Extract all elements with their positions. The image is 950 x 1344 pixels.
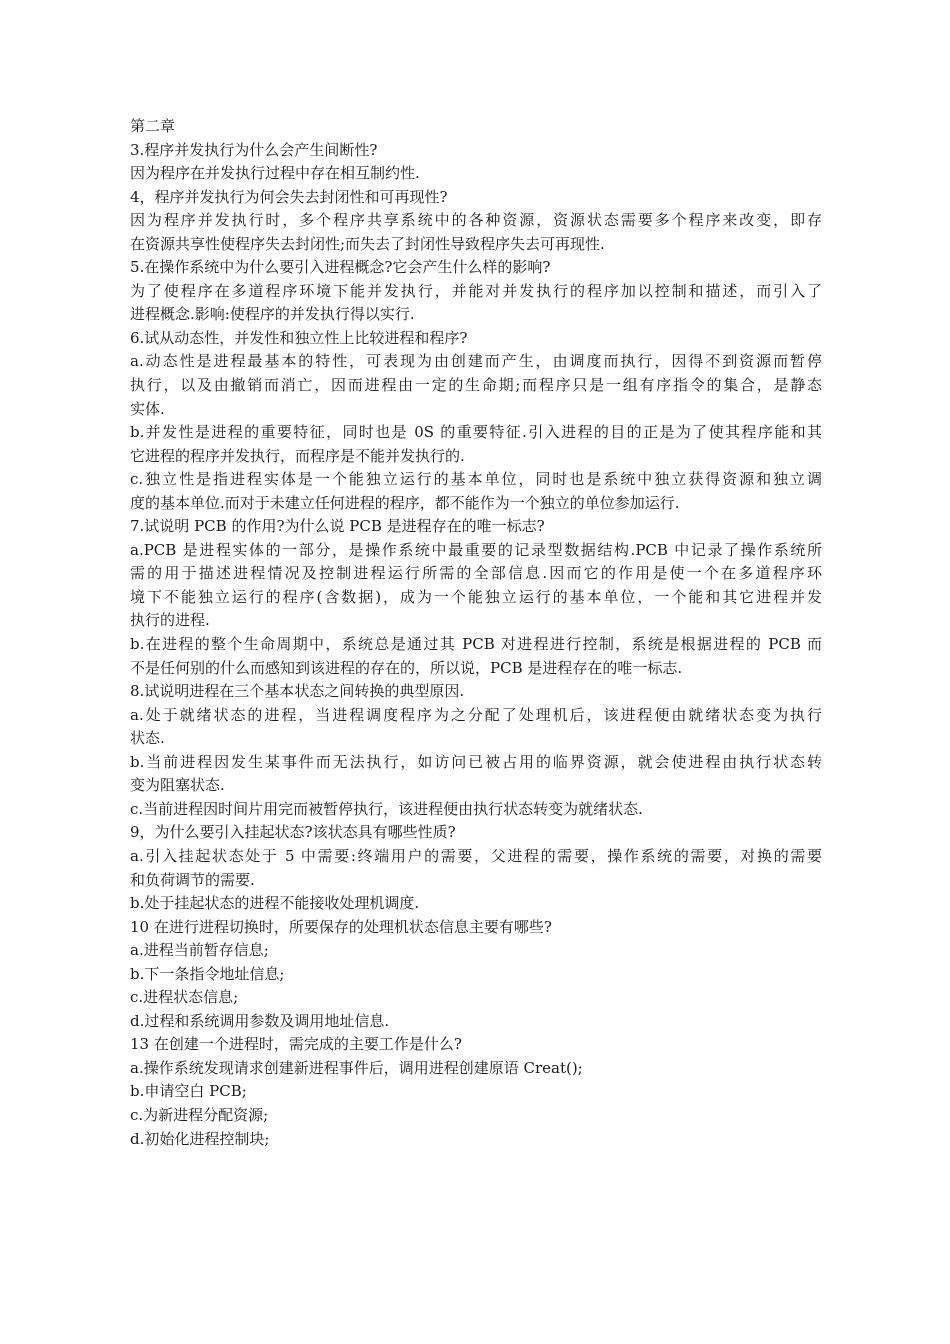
text-line: 7.试说明 PCB 的作用?为什么说 PCB 是进程存在的唯一标志?: [130, 517, 545, 536]
text-line: d.初始化进程控制块;: [130, 1129, 270, 1148]
text-line: c.独立性是指进程实体是一个能独立运行的基本单位，同时也是系统中独立获得资源和独立调: [130, 470, 822, 489]
text-line: c.当前进程因时间片用完而被暂停执行，该进程便由执行状态转变为就绪状态.: [130, 799, 643, 818]
text-line: 4，程序并发执行为何会失去封闭性和可再现性?: [130, 187, 448, 206]
text-line: 在资源共享性使程序失去封闭性;而失去了封闭性导致程序失去可再现性.: [130, 234, 605, 253]
text-line: 10 在进行进程切换时，所要保存的处理机状态信息主要有哪些?: [130, 917, 552, 936]
text-line: c.进程状态信息;: [130, 988, 239, 1007]
text-line: 为了使程序在多道程序环境下能并发执行，并能对并发执行的程序加以控制和描述，而引入了: [130, 281, 822, 300]
text-line: d.过程和系统调用参数及调用地址信息.: [130, 1011, 390, 1030]
text-line: b.在进程的整个生命周期中，系统总是通过其 PCB 对进程进行控制，系统是根据进程的 PCB 而: [130, 635, 822, 654]
text-line: 它进程的程序并发执行，而程序是不能并发执行的.: [130, 446, 465, 465]
text-line: 境下不能独立运行的程序(含数据)，成为一个能独立运行的基本单位，一个能和其它进程并发: [130, 587, 822, 606]
text-line: b.申请空白 PCB;: [130, 1082, 247, 1101]
text-line: 需的用于描述进程情况及控制进程运行所需的全部信息.因而它的作用是使一个在多道程序环: [130, 564, 822, 583]
text-line: 第二章: [130, 117, 176, 135]
text-line: a.处于就绪状态的进程，当进程调度程序为之分配了处理机后，该进程便由就绪状态变为执行: [130, 705, 822, 724]
text-line: 实体.: [130, 399, 165, 418]
text-line: a.操作系统发现请求创建新进程事件后，调用进程创建原语 Creat();: [130, 1058, 583, 1077]
text-line: 6.试从动态性，并发性和独立性上比较进程和程序?: [130, 328, 468, 347]
text-line: 不是任何别的什么而感知到该进程的存在的，所以说，PCB 是进程存在的唯一标志.: [130, 658, 683, 677]
text-line: 状态.: [130, 729, 165, 748]
text-line: 因为程序并发执行时，多个程序共享系统中的各种资源，资源状态需要多个程序来改变，即存: [130, 211, 822, 230]
text-line: b.下一条指令地址信息;: [130, 964, 285, 983]
text-line: a.动态性是进程最基本的特性，可表现为由创建而产生，由调度而执行，因得不到资源而暂停: [130, 352, 822, 371]
text-line: 因为程序在并发执行过程中存在相互制约性.: [130, 164, 420, 183]
text-line: b.当前进程因发生某事件而无法执行，如访问已被占用的临界资源，就会使进程由执行状态转: [130, 752, 822, 771]
text-line: 3.程序并发执行为什么会产生间断性?: [130, 140, 378, 159]
text-line: a.进程当前暂存信息;: [130, 941, 269, 960]
text-line: 进程概念.影响:使程序的并发执行得以实行.: [130, 305, 415, 324]
text-line: c.为新进程分配资源;: [130, 1105, 269, 1124]
text-line: 执行的进程.: [130, 611, 210, 630]
text-line: a.引入挂起状态处于 5 中需要:终端用户的需要，父进程的需要，操作系统的需要，对换的需要: [130, 846, 822, 865]
text-line: 变为阻塞状态.: [130, 776, 225, 795]
text-line: 9，为什么要引入挂起状态?该状态具有哪些性质?: [130, 823, 456, 842]
text-line: 5.在操作系统中为什么要引入进程概念?它会产生什么样的影响?: [130, 258, 551, 277]
text-line: 度的基本单位.而对于未建立任何进程的程序，都不能作为一个独立的单位参加运行.: [130, 493, 680, 512]
text-line: a.PCB 是进程实体的一部分，是操作系统中最重要的记录型数据结构.PCB 中记录了操作系统所: [130, 540, 822, 559]
text-line: 执行，以及由撤销而消亡，因而进程由一定的生命期;而程序只是一组有序指令的集合，是静态: [130, 376, 822, 395]
text-line: b.处于挂起状态的进程不能接收处理机调度.: [130, 894, 420, 913]
text-line: 13 在创建一个进程时，需完成的主要工作是什么?: [130, 1035, 462, 1054]
text-line: b.并发性是进程的重要特征，同时也是 0S 的重要特征.引入进程的目的正是为了使其程序能和其: [130, 423, 822, 442]
document-page: [130, 115, 822, 1151]
text-line: 和负荷调节的需要.: [130, 870, 255, 889]
text-line: 8.试说明进程在三个基本状态之间转换的典型原因.: [130, 682, 465, 701]
